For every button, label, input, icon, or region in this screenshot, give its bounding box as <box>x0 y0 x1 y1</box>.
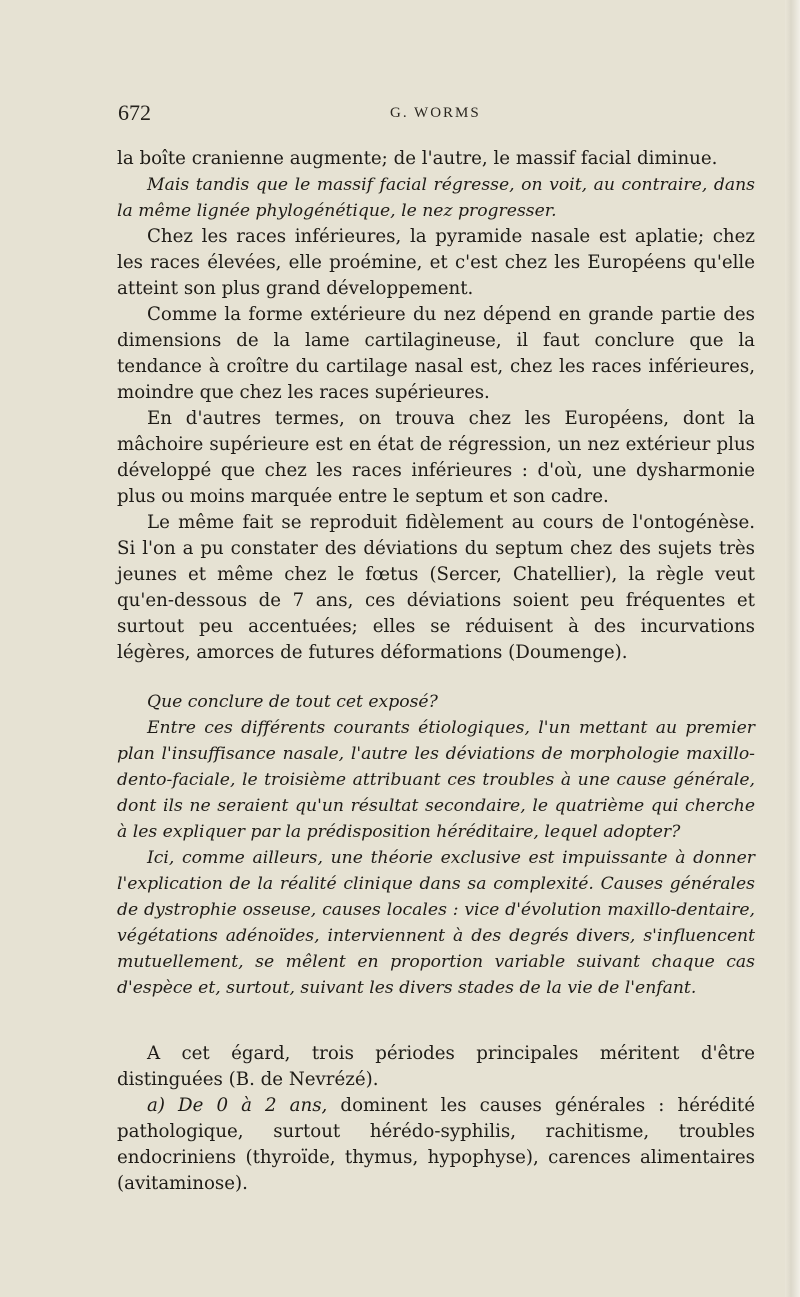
paragraph-question: Que conclure de tout cet exposé? <box>147 692 438 712</box>
paragraph-europeans: En d'autres termes, on trouva chez les Européens, dont la mâchoire supérieure est en état de régression, un nez extérieur plus développé que chez les races inférieures : d'où, une dysharmonie plus ou moins marquée entre le septum et son cadre. <box>117 408 755 507</box>
body-text <box>117 146 755 1197</box>
period-a-lead: De 0 à 2 ans, <box>178 1095 328 1116</box>
page-edge <box>785 0 800 1297</box>
paragraph-period-a <box>117 1093 755 1197</box>
page-header <box>118 100 758 130</box>
paragraph-cartilage: Comme la forme extérieure du nez dépend en grande partie des dimensions de la lame cartilagineuse, il faut conclure que la tendance à croître du cartilage nasal est, chez les races inférieures, moindre que chez les races supérieures. <box>117 304 755 403</box>
paragraph-conclusion: Ici, comme ailleurs, une théorie exclusive est impuissante à donner l'explication de la réalité clinique dans sa complexité. Causes générales de dystrophie osseuse, causes locales : vice d'évolution maxillo-dentaire, végétations adénoïdes, interviennent à des degrés divers, s'influencent mutuellement, se mêlent en proportion variable suivant chaque cas d'espèce et, surtout, suivant les divers stades de la vie de l'enfant. <box>117 848 755 998</box>
paragraph-periods: A cet égard, trois périodes principales méritent d'être distinguées (B. de Nevrézé). <box>117 1043 755 1090</box>
running-head: G. WORMS <box>390 105 481 121</box>
paragraph-etiologies: Entre ces différents courants étiologiques, l'un mettant au premier plan l'insuffisance nasale, l'autre les déviations de morphologie maxillo-dento-faciale, le troisième attribuant ces troubles à une cause générale, dont ils ne seraient qu'un résultat secondaire, le quatrième qui cherche à les expliquer par la prédisposition héréditaire, lequel adopter? <box>117 718 755 842</box>
paragraph-races: Chez les races inférieures, la pyramide nasale est aplatie; chez les races élevées, elle proémine, et c'est chez les Européens qu'elle atteint son plus grand développement. <box>117 226 755 299</box>
paragraph-italic-statement: Mais tandis que le massif facial régresse, on voit, au contraire, dans la même lignée phylogénétique, le nez progresser. <box>117 175 755 221</box>
period-a-text: dominent les causes générales : hérédité pathologique, surtout hérédo-syphilis, rachitisme, troubles endocriniens (thyroïde, thymus, hypophyse), carences alimentaires (avitaminose). <box>117 1095 755 1194</box>
paragraph-ontogenesis: Le même fait se reproduit fidèlement au cours de l'ontogénèse. Si l'on a pu constater des déviations du septum chez des sujets très jeunes et même chez le fœtus (Sercer, Chatellier), la règle veut qu'en-dessous de 7 ans, ces déviations soient peu fréquentes et surtout peu accentuées; elles se réduisent à des incurvations légères, amorces de futures déformations (Doumenge). <box>117 512 755 663</box>
period-a-label: a) <box>147 1095 165 1116</box>
page-number: 672 <box>118 100 151 125</box>
paragraph-continuation: la boîte cranienne augmente; de l'autre, le massif facial diminue. <box>117 148 718 169</box>
